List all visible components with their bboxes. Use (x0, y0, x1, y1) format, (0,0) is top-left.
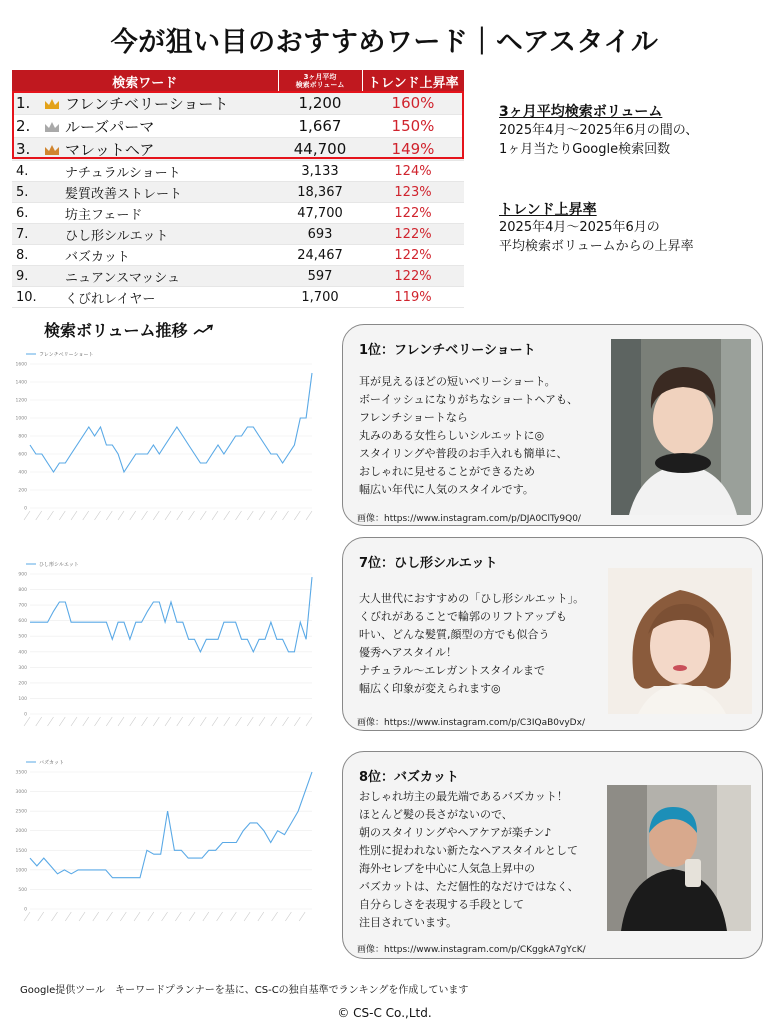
trend-definition-line1: 2025年4月～2025年6月の (499, 220, 660, 235)
table-row (12, 266, 464, 287)
x-tick (52, 912, 58, 921)
y-tick-label: 0 (24, 506, 27, 512)
y-tick-label: 600 (18, 619, 27, 625)
volume-definition-line1: 2025年4月～2025年6月の間の、 (499, 123, 699, 138)
x-tick (130, 511, 136, 520)
volume-cell: 47,700 (278, 203, 362, 224)
x-tick (59, 717, 65, 726)
x-tick (165, 511, 171, 520)
x-tick (217, 912, 223, 921)
rank-number: 10. (12, 287, 40, 308)
y-tick-label: 3000 (15, 790, 27, 796)
volume-definition-heading: 3ヶ月平均検索ボリューム (499, 104, 663, 120)
card-french-berry-short (342, 324, 763, 526)
trend-definition-heading: トレンド上昇率 (499, 202, 597, 218)
keyword-text: 坊主フェード (65, 207, 143, 223)
header-volume-line1: 3ヶ月平均 (303, 73, 337, 81)
trend-definition-line2: 平均検索ボリュームからの上昇率 (499, 239, 694, 254)
x-tick (153, 511, 159, 520)
x-tick (106, 717, 112, 726)
card-image-source: 画像：https://www.instagram.com/p/C3IQaB0vyDx/ (357, 718, 585, 728)
card-line: ナチュラル～エレガントスタイルまで (359, 664, 546, 677)
card-line: スタイリングや普段のお手入れも簡単に、 (359, 447, 568, 460)
y-tick-label: 1000 (15, 868, 27, 874)
header-trend: トレンド上昇率 (362, 70, 464, 92)
card-line: くびれがあることで輪郭のリフトアップも (359, 610, 567, 623)
x-tick (189, 511, 195, 520)
y-tick-label: 100 (18, 696, 27, 702)
keyword-cell (40, 203, 278, 224)
y-tick-label: 1500 (15, 848, 27, 854)
x-tick (203, 912, 209, 921)
keyword-cell (40, 182, 278, 203)
trend-cell: 160% (362, 92, 464, 115)
trend-definition (499, 218, 694, 256)
x-tick (24, 717, 30, 726)
x-tick (200, 511, 206, 520)
table-header-row (12, 70, 464, 92)
trend-cell: 123% (362, 182, 464, 203)
volume-cell: 693 (278, 224, 362, 245)
x-tick (24, 511, 30, 520)
x-tick (59, 511, 65, 520)
hairstyle-photo (611, 339, 751, 515)
x-tick (271, 511, 277, 520)
card-line: 朝のスタイリングやヘアケアが楽チン♪ (359, 826, 552, 839)
keyword-text: フレンチベリーショート (65, 94, 229, 113)
table-row (12, 161, 464, 182)
x-tick (175, 912, 181, 921)
hairstyle-photo (608, 568, 752, 714)
rank-number: 2. (12, 115, 40, 138)
card-line: 耳が見えるほどの短いベリーショート。 (359, 375, 556, 388)
volume-cell: 1,667 (278, 115, 362, 138)
card-line: フレンチショートなら (359, 411, 468, 424)
header-word: 検索ワード (12, 70, 278, 92)
x-tick (83, 511, 89, 520)
chart-hishigata-silhouette (8, 552, 320, 740)
y-tick-label: 200 (18, 488, 27, 494)
x-tick (83, 717, 89, 726)
x-tick (95, 717, 101, 726)
x-tick (130, 717, 136, 726)
keyword-text: くびれレイヤー (65, 291, 156, 307)
x-tick (236, 511, 242, 520)
card-line: 優秀ヘアスタイル！ (359, 646, 458, 659)
x-tick (93, 912, 99, 921)
y-tick-label: 2500 (15, 809, 27, 815)
card-hishigata-silhouette (342, 537, 763, 731)
keyword-cell (40, 266, 278, 287)
header-volume-line2: 検索ボリューム (295, 81, 345, 89)
trend-cell: 122% (362, 224, 464, 245)
x-tick (71, 511, 77, 520)
x-tick (165, 717, 171, 726)
card-line: 性別に捉われない新たなヘアスタイルとして (359, 844, 579, 857)
trend-arrow-icon (193, 324, 215, 336)
card-line: 注目されています。 (359, 916, 458, 929)
rank-number: 5. (12, 182, 40, 203)
series-line (30, 373, 312, 472)
x-tick (177, 717, 183, 726)
x-tick (153, 717, 159, 726)
trend-cell: 122% (362, 203, 464, 224)
card-buzz-cut (342, 751, 763, 959)
x-tick (48, 511, 54, 520)
x-tick (236, 717, 242, 726)
volume-cell: 3,133 (278, 161, 362, 182)
trend-cell: 124% (362, 161, 464, 182)
y-tick-label: 1000 (15, 416, 27, 422)
x-tick (71, 717, 77, 726)
x-tick (189, 717, 195, 726)
x-tick (259, 717, 265, 726)
table-row (12, 287, 464, 308)
y-tick-label: 400 (18, 470, 27, 476)
x-tick (24, 912, 30, 921)
keyword-text: 髪質改善ストレート (65, 186, 183, 202)
x-tick (36, 717, 42, 726)
y-tick-label: 200 (18, 681, 27, 687)
x-tick (244, 912, 250, 921)
x-tick (162, 912, 168, 921)
volume-cell: 24,467 (278, 245, 362, 266)
chart-french-berry-short (8, 342, 320, 534)
rank-number: 1. (12, 92, 40, 115)
x-tick (142, 717, 148, 726)
x-tick (230, 912, 236, 921)
rank-number: 8. (12, 245, 40, 266)
legend-label: ひし形シルエット (39, 562, 79, 568)
y-tick-label: 1600 (15, 362, 27, 368)
trend-cell: 119% (362, 287, 464, 308)
y-tick-label: 2000 (15, 829, 27, 835)
x-tick (283, 717, 289, 726)
rank-number: 9. (12, 266, 40, 287)
volume-definition (499, 121, 698, 159)
footer-note: Google提供ツール キーワードプランナーを基に、CS-Cの独自基準でランキングを作成しています (20, 985, 469, 996)
keyword-text: バズカット (65, 249, 130, 265)
volume-section-title (44, 318, 215, 341)
x-tick (107, 912, 113, 921)
x-tick (294, 511, 300, 520)
keyword-text: ニュアンスマッシュ (65, 270, 181, 286)
series-line (30, 772, 312, 878)
y-tick-label: 300 (18, 665, 27, 671)
x-tick (200, 717, 206, 726)
card-line: 自分らしさを表現する手段として (359, 898, 524, 911)
page-title: 今が狙い目のおすすめワード｜ヘアスタイル (110, 27, 659, 58)
x-tick (189, 912, 195, 921)
card-heading: 8位：バズカット (359, 770, 459, 785)
x-tick (258, 912, 264, 921)
keyword-text: ひし形シルエット (65, 228, 169, 244)
x-tick (79, 912, 85, 921)
trend-cell: 122% (362, 266, 464, 287)
table-row (12, 245, 464, 266)
x-tick (212, 511, 218, 520)
x-tick (212, 717, 218, 726)
y-tick-label: 800 (18, 588, 27, 594)
card-line: おしゃれ坊主の最先端であるバズカット！ (359, 790, 568, 803)
chart-buzz-cut (8, 750, 320, 935)
x-tick (36, 511, 42, 520)
copyright: © CS-C Co.,Ltd. (337, 1006, 432, 1020)
x-tick (224, 717, 230, 726)
x-tick (118, 717, 124, 726)
keyword-text: マレットヘア (65, 140, 155, 159)
x-tick (247, 511, 253, 520)
volume-section-title-text: 検索ボリューム推移 (44, 321, 188, 340)
keyword-cell (40, 287, 278, 308)
y-tick-label: 500 (18, 887, 27, 893)
x-tick (48, 717, 54, 726)
card-line: おしゃれに見せることができるため (359, 465, 535, 478)
card-line: 海外セレブを中心に人気急上昇中の (359, 862, 535, 875)
keyword-cell (40, 245, 278, 266)
card-description (359, 590, 584, 698)
x-tick (177, 511, 183, 520)
y-tick-label: 0 (24, 712, 27, 718)
y-tick-label: 400 (18, 650, 27, 656)
card-description (359, 373, 578, 499)
x-tick (271, 717, 277, 726)
rank-number: 6. (12, 203, 40, 224)
table-row (12, 203, 464, 224)
rank-number: 7. (12, 224, 40, 245)
x-tick (95, 511, 101, 520)
volume-cell: 18,367 (278, 182, 362, 203)
keyword-cell (40, 224, 278, 245)
trend-cell: 122% (362, 245, 464, 266)
x-tick (65, 912, 71, 921)
card-line: バズカットは、ただ個性的なだけではなく、 (359, 880, 579, 893)
y-tick-label: 500 (18, 634, 27, 640)
y-tick-label: 3500 (15, 770, 27, 776)
card-line: 大人世代におすすめの「ひし形シルエット」。 (359, 592, 585, 605)
card-line: 幅広い年代に人気のスタイルです。 (359, 483, 534, 496)
x-tick (38, 912, 44, 921)
legend-label: バズカット (39, 760, 64, 766)
y-tick-label: 0 (24, 907, 27, 913)
y-tick-label: 800 (18, 434, 27, 440)
top3-highlight-box (12, 91, 464, 159)
x-tick (148, 912, 154, 921)
hairstyle-photo (607, 785, 751, 931)
table-row (12, 224, 464, 245)
x-tick (283, 511, 289, 520)
card-line: 幅広く印象が変えられます◎ (359, 682, 501, 695)
x-tick (247, 717, 253, 726)
volume-cell: 44,700 (278, 138, 362, 161)
volume-cell: 1,200 (278, 92, 362, 115)
y-tick-label: 600 (18, 452, 27, 458)
x-tick (306, 717, 312, 726)
legend-label: フレンチベリーショート (39, 352, 94, 358)
card-line: 丸みのある女性らしいシルエットに◎ (359, 429, 545, 442)
trend-cell: 150% (362, 115, 464, 138)
card-line: 叶い、どんな髪質,顔型の方でも似合う (359, 628, 550, 641)
trend-cell: 149% (362, 138, 464, 161)
y-tick-label: 1200 (15, 398, 27, 404)
card-line: ほとんど髪の長さがないので、 (359, 808, 513, 821)
card-heading: 7位：ひし形シルエット (359, 556, 498, 571)
x-tick (306, 511, 312, 520)
x-tick (134, 912, 140, 921)
keyword-text: ルーズパーマ (65, 117, 155, 136)
y-tick-label: 700 (18, 603, 27, 609)
volume-definition-line2: 1ヶ月当たりGoogle検索回数 (499, 142, 671, 157)
x-tick (285, 912, 291, 921)
x-tick (106, 511, 112, 520)
x-tick (294, 717, 300, 726)
x-tick (299, 912, 305, 921)
keyword-cell (40, 161, 278, 182)
keyword-text: ナチュラルショート (65, 165, 181, 181)
x-tick (118, 511, 124, 520)
card-line: ボーイッシュになりがちなショートヘアも、 (359, 393, 579, 406)
card-image-source: 画像：https://www.instagram.com/p/DJA0ClTy9Q0/ (357, 514, 581, 524)
x-tick (272, 912, 278, 921)
volume-cell: 597 (278, 266, 362, 287)
card-image-source: 画像：https://www.instagram.com/p/CKggkA7gYcK/ (357, 945, 586, 955)
rank-number: 4. (12, 161, 40, 182)
card-heading: 1位：フレンチベリーショート (359, 343, 536, 358)
y-tick-label: 900 (18, 572, 27, 578)
table-row (12, 182, 464, 203)
x-tick (142, 511, 148, 520)
x-tick (259, 511, 265, 520)
y-tick-label: 1400 (15, 380, 27, 386)
series-line (30, 577, 312, 652)
x-tick (224, 511, 230, 520)
rank-number: 3. (12, 138, 40, 161)
header-volume (278, 70, 362, 92)
card-description (359, 788, 579, 932)
x-tick (120, 912, 126, 921)
volume-cell: 1,700 (278, 287, 362, 308)
